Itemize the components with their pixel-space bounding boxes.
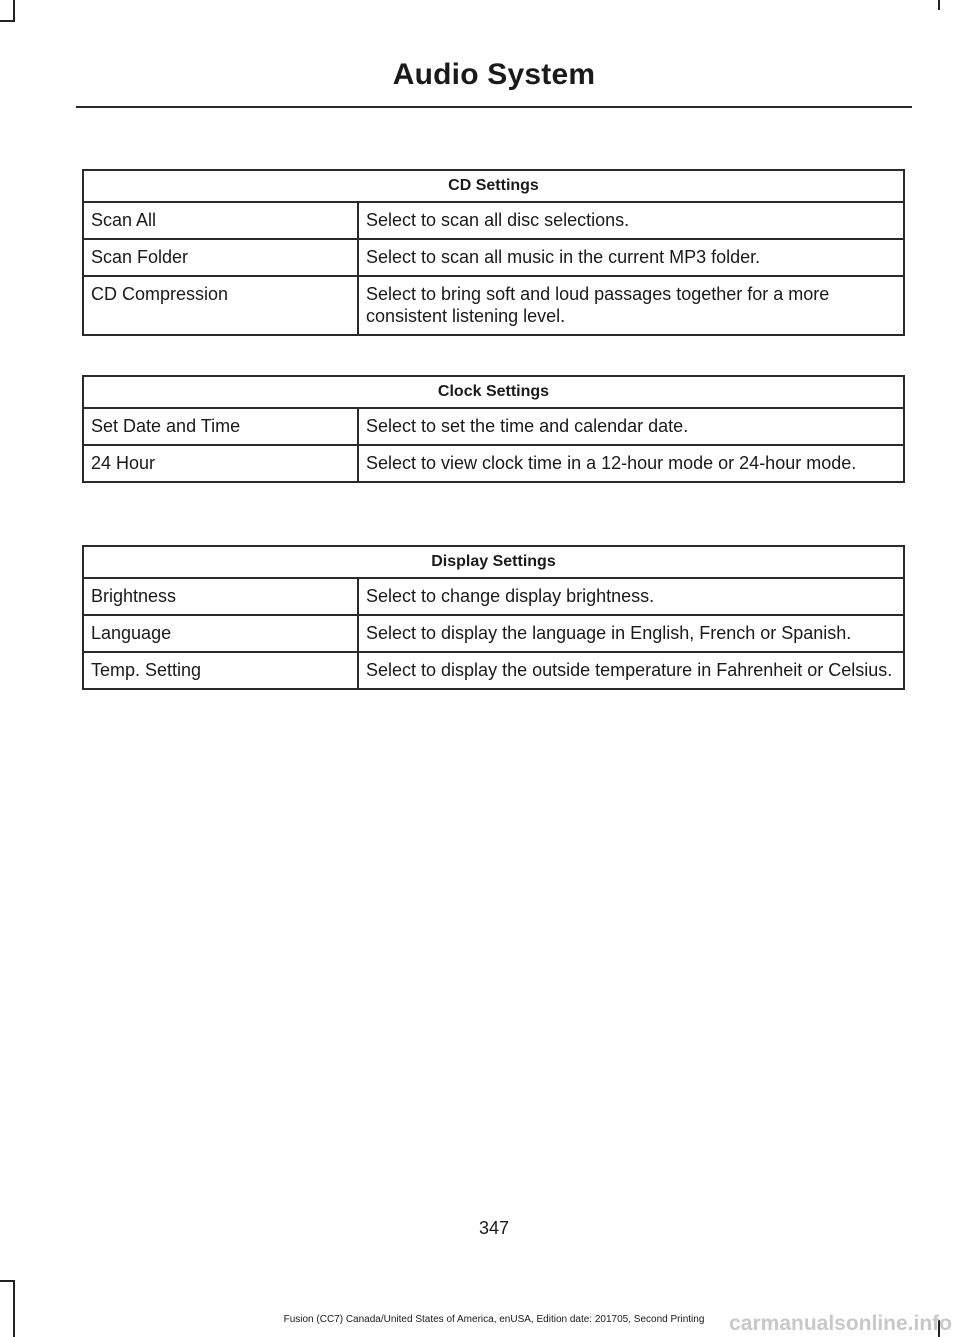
watermark: carmanualsonline.info xyxy=(729,1312,952,1335)
setting-name: CD Compression xyxy=(83,276,358,335)
table-row xyxy=(83,239,904,276)
page-title: Audio System xyxy=(392,58,596,91)
crop-mark xyxy=(0,1280,15,1282)
cd-settings-table xyxy=(82,169,905,336)
crop-mark xyxy=(13,1280,15,1337)
setting-description: Select to change display brightness. xyxy=(358,578,904,615)
setting-description: Select to scan all music in the current MP3 folder. xyxy=(358,239,904,276)
table-row xyxy=(83,578,904,615)
table-row xyxy=(83,615,904,652)
table-row xyxy=(83,445,904,482)
crop-mark xyxy=(0,20,15,22)
setting-description: Select to set the time and calendar date. xyxy=(358,408,904,445)
setting-description: Select to scan all disc selections. xyxy=(358,202,904,239)
title-divider xyxy=(76,106,912,108)
setting-name: Brightness xyxy=(83,578,358,615)
setting-name: Temp. Setting xyxy=(83,652,358,689)
setting-description: Select to bring soft and loud passages together for a more consistent listening level. xyxy=(358,276,904,335)
table-title: CD Settings xyxy=(83,170,904,202)
setting-name: 24 Hour xyxy=(83,445,358,482)
crop-mark xyxy=(938,0,940,10)
crop-mark xyxy=(13,0,15,22)
display-settings-table xyxy=(82,545,905,690)
setting-description: Select to view clock time in a 12-hour mode or 24-hour mode. xyxy=(358,445,904,482)
setting-name: Scan Folder xyxy=(83,239,358,276)
setting-name: Language xyxy=(83,615,358,652)
table-row xyxy=(83,202,904,239)
setting-description: Select to display the language in English, French or Spanish. xyxy=(358,615,904,652)
setting-name: Scan All xyxy=(83,202,358,239)
table-title: Clock Settings xyxy=(83,376,904,408)
footer-text: Fusion (CC7) Canada/United States of America, enUSA, Edition date: 201705, Second Printing xyxy=(283,1314,705,1325)
clock-settings-table xyxy=(82,375,905,483)
setting-name: Set Date and Time xyxy=(83,408,358,445)
table-row xyxy=(83,408,904,445)
table-row xyxy=(83,276,904,335)
page-number: 347 xyxy=(478,1218,510,1238)
setting-description: Select to display the outside temperature in Fahrenheit or Celsius. xyxy=(358,652,904,689)
table-title: Display Settings xyxy=(83,546,904,578)
table-row xyxy=(83,652,904,689)
